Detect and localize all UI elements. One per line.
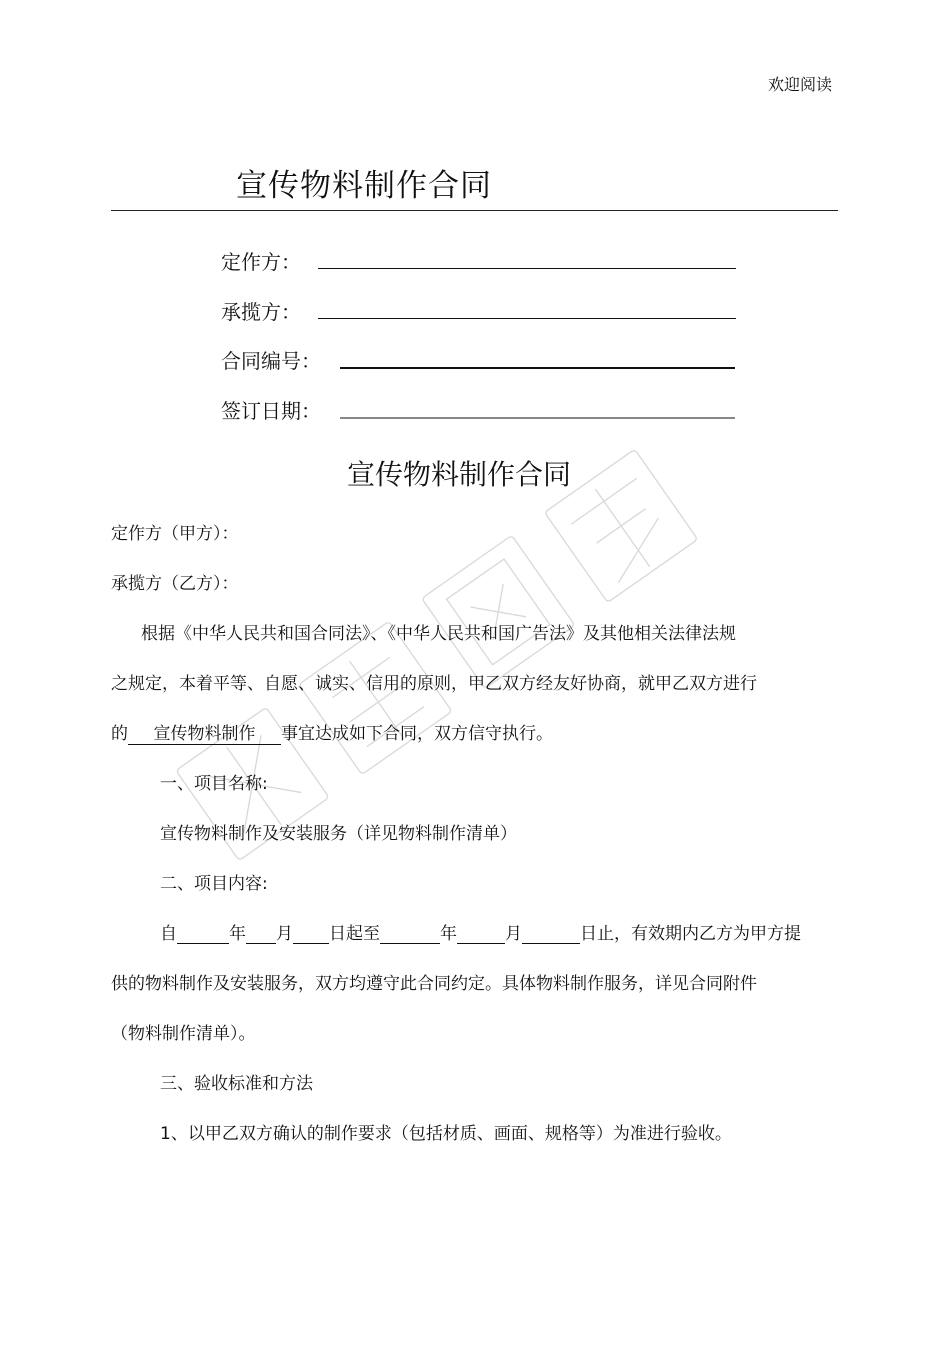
date-text-from: 自	[160, 924, 177, 944]
cover-title: 宣传物料制作合同	[236, 168, 492, 204]
header-note: 欢迎阅读	[767, 75, 832, 94]
document-title: 宣传物料制作合同	[347, 458, 572, 491]
party-a-label: 定作方（甲方）：	[111, 524, 239, 544]
cover-field-line-contract-no[interactable]	[340, 367, 735, 369]
intro-line-3	[111, 719, 553, 745]
intro-line-1: 根据《中华人民共和国合同法》、《中华人民共和国广告法》及其他相关法律法规	[141, 624, 736, 644]
cover-field-line-contractor[interactable]	[318, 268, 736, 269]
date-text-year-2: 年	[440, 924, 457, 944]
section-1-heading: 一、项目名称:	[160, 774, 268, 794]
start-month-blank[interactable]	[246, 926, 276, 944]
start-year-blank[interactable]	[177, 926, 229, 944]
party-b-label: 承揽方（乙方）：	[111, 574, 239, 594]
section-3-item-1: 1、以甲乙双方确认的制作要求（包括材质、画面、规格等）为准进行验收。	[160, 1124, 732, 1144]
section-3-heading: 三、验收标准和方法	[160, 1074, 313, 1094]
cover-field-label-sign-date: 签订日期：	[221, 399, 321, 423]
cover-field-label-contract-no: 合同编号：	[221, 349, 321, 373]
cover-divider	[111, 210, 838, 211]
section-2-line-1	[160, 919, 801, 944]
intro-line-3-suffix: 事宜达成如下合同，双方信守执行。	[281, 724, 553, 744]
cover-field-label-undertaker: 承揽方：	[221, 300, 301, 324]
date-text-end: 日止，有效期内乙方为甲方提	[580, 924, 801, 944]
cover-field-line-sign-date[interactable]	[340, 417, 735, 419]
end-month-blank[interactable]	[457, 926, 505, 944]
section-2-line-2: 供的物料制作及安装服务，双方均遵守此合同约定。具体物料制作服务，详见合同附件	[111, 974, 757, 994]
date-text-until: 日起至	[329, 924, 380, 944]
end-year-blank[interactable]	[380, 926, 440, 944]
end-day-blank[interactable]	[522, 926, 580, 944]
subject-underlined: 宣传物料制作	[128, 725, 281, 745]
section-1-text: 宣传物料制作及安装服务（详见物料制作清单）	[160, 824, 517, 844]
cover-field-line-undertaker[interactable]	[318, 318, 736, 319]
start-day-blank[interactable]	[293, 926, 329, 944]
section-2-line-3: （物料制作清单）。	[111, 1024, 256, 1044]
date-text-year-1: 年	[229, 924, 246, 944]
date-text-month-1: 月	[276, 924, 293, 944]
section-2-heading: 二、项目内容:	[160, 874, 268, 894]
intro-line-2: 之规定，本着平等、自愿、诚实、信用的原则，甲乙双方经友好协商，就甲乙双方进行	[111, 674, 757, 694]
date-text-month-2: 月	[505, 924, 522, 944]
cover-field-label-contractor: 定作方：	[221, 250, 301, 274]
intro-line-3-prefix: 的	[111, 724, 128, 744]
